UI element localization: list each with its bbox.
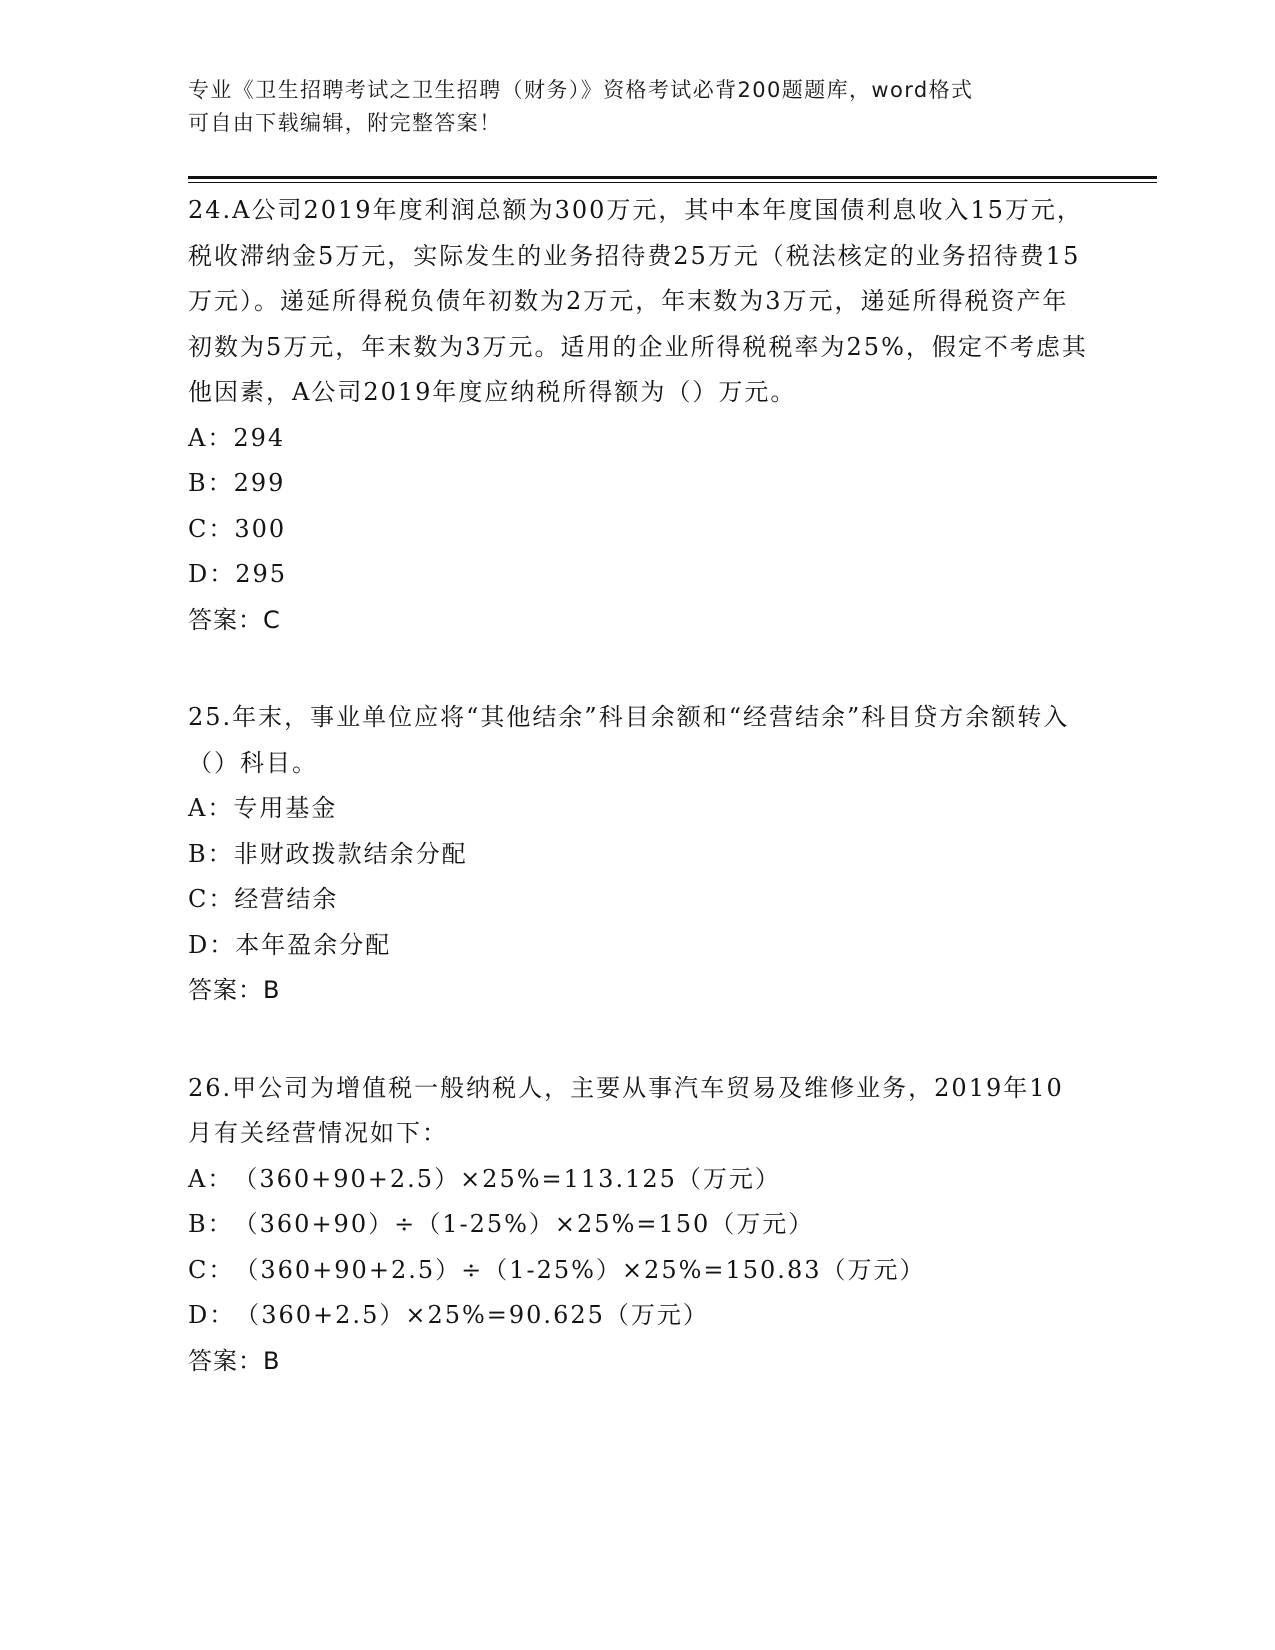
option-key: D： [188,560,236,588]
option-c [188,507,1088,553]
option-key: D： [188,1301,236,1329]
option-key: C： [188,885,235,913]
option-key: A： [188,1164,234,1193]
option-a [188,786,1088,832]
option-b [188,1202,1088,1248]
option-value: 295 [235,560,288,588]
option-value: （360+90）÷（1-25%）×25%=150（万元） [233,1210,815,1238]
option-c [188,877,1088,923]
option-key: A： [188,794,234,822]
option-d [188,1293,1088,1339]
option-key: D： [188,930,236,959]
header-line-1: 专业《卫生招聘考试之卫生招聘（财务）》资格考试必背200题题库，word格式 [188,78,974,102]
option-value: 本年盈余分配 [235,930,392,959]
option-d [188,923,1088,969]
question-25 [188,695,1088,1014]
option-key: B： [188,469,234,497]
header-rule-thin [188,182,1157,183]
option-value: 299 [233,469,286,497]
header-rule-thick [188,176,1157,179]
question-text: 24.A公司2019年度利润总额为300万元，其中本年度国债利息收入15万元，税收滞纳金5万元，实际发生的业务招待费25万元（税法核定的业务招待费15万元）。递延所得税负债年初数为2万元，年末数为3万元，递延所得税资产年初数为5万元，年末数为3万元。适用的企业所得税税率为25%，假定不考虑其他因素，A公司2019年度应纳税所得额为（）万元。 [188,196,1088,406]
option-value: 经营结余 [234,885,339,913]
question-list [188,188,1088,1436]
option-value: 非财政拨款结余分配 [233,839,468,868]
option-a [188,416,1088,462]
option-value: 专用基金 [233,794,338,822]
option-b [188,461,1088,507]
option-key: C： [188,514,235,543]
question-26 [188,1066,1088,1385]
option-value: （360+2.5）×25%=90.625（万元） [235,1301,709,1329]
answer: 答案：C [188,605,281,634]
question-text: 26.甲公司为增值税一般纳税人，主要从事汽车贸易及维修业务，2019年10月有关经营情况如下： [188,1073,1064,1147]
option-key: B： [188,1210,234,1238]
document-header [188,74,1088,140]
option-value: 300 [234,514,287,543]
question-24 [188,188,1088,643]
option-value: （360+90+2.5）×25%=113.125（万元） [233,1164,781,1193]
option-key: A： [188,423,234,452]
answer: 答案：B [188,1346,281,1375]
option-key: B： [188,839,234,868]
question-text: 25.年末，事业单位应将“其他结余”科目余额和“经营结余”科目贷方余额转入（）科目。 [188,703,1070,777]
option-key: C： [188,1255,235,1284]
header-line-2: 可自由下载编辑，附完整答案！ [188,111,502,135]
option-value: 294 [233,423,286,452]
option-value: （360+90+2.5）÷（1-25%）×25%=150.83（万元） [234,1255,926,1284]
option-d [188,552,1088,598]
option-a [188,1157,1088,1203]
answer: 答案：B [188,976,281,1004]
option-c [188,1248,1088,1294]
option-b [188,832,1088,878]
